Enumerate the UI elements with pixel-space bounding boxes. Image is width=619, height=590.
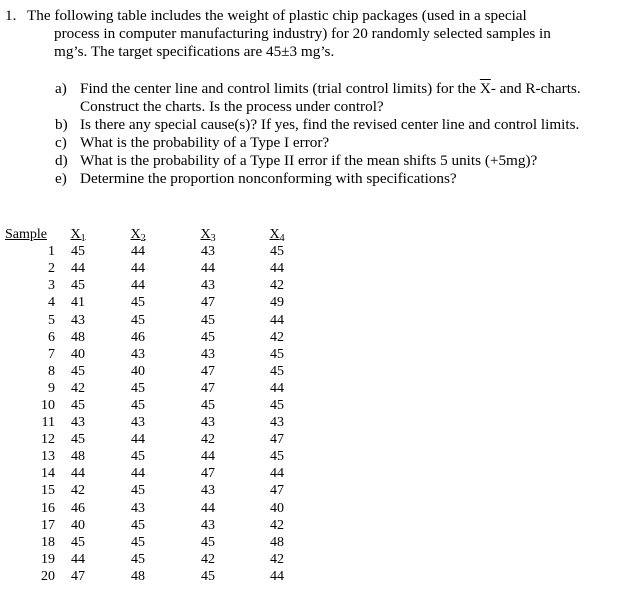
table-row (5, 346, 313, 363)
question-e-label: e) (55, 170, 67, 187)
cell-x3: 44 (201, 261, 215, 277)
cell-sample: 15 (41, 483, 55, 499)
question-b-text: Is there any special cause(s)? If yes, find the revised center line and control limits. (80, 116, 580, 133)
table-row (5, 311, 313, 328)
header-sample: Sample (5, 227, 47, 243)
cell-x4: 42 (270, 551, 284, 567)
cell-x3: 43 (201, 483, 215, 499)
question-a-line-2: Construct the charts. Is the process under control? (80, 98, 384, 115)
table-row (5, 260, 313, 277)
question-c-text: What is the probability of a Type I error? (80, 134, 330, 151)
cell-x1: 45 (71, 534, 85, 550)
cell-sample: 7 (48, 346, 55, 362)
cell-x2: 43 (131, 500, 145, 516)
header-x1-letter: X (70, 227, 81, 243)
cell-sample: 1 (48, 244, 55, 260)
cell-x1: 44 (71, 261, 85, 277)
cell-x4: 44 (270, 380, 284, 396)
cell-x3: 45 (201, 397, 215, 413)
problem-number: 1. (5, 7, 17, 24)
cell-x1: 45 (71, 244, 85, 260)
table-row (5, 517, 313, 534)
cell-x4: 43 (270, 415, 284, 431)
table-row (5, 243, 313, 260)
cell-x3: 45 (201, 329, 215, 345)
question-a-text-post: - and R-charts. (490, 80, 581, 97)
cell-x4: 44 (270, 568, 284, 584)
cell-sample: 16 (41, 500, 55, 516)
cell-sample: 6 (48, 329, 55, 345)
cell-x2: 45 (131, 397, 145, 413)
cell-x4: 49 (270, 295, 284, 311)
question-d-text: What is the probability of a Type II error if the mean shifts 5 units (+5mg)? (80, 152, 538, 169)
table-row (5, 534, 313, 551)
question-a-text-pre: Find the center line and control limits (trial control limits) for the (80, 80, 480, 97)
cell-x2: 44 (131, 466, 145, 482)
cell-x3: 45 (201, 568, 215, 584)
header-x2-sub: 2 (140, 233, 146, 245)
cell-x4: 45 (270, 363, 284, 379)
table-row (5, 329, 313, 346)
cell-x2: 45 (131, 483, 145, 499)
table-row (5, 500, 313, 517)
cell-sample: 17 (41, 517, 55, 533)
header-x3 (175, 226, 241, 243)
table-row (5, 397, 313, 414)
cell-x2: 45 (131, 449, 145, 465)
cell-x4: 47 (270, 483, 284, 499)
cell-x1: 43 (71, 312, 85, 328)
cell-x2: 46 (131, 329, 145, 345)
cell-x4: 44 (270, 261, 284, 277)
intro-line-3: mg’s. The target specifications are 45±3 mg’s. (54, 43, 335, 60)
cell-x2: 45 (131, 551, 145, 567)
table-row (5, 482, 313, 499)
cell-x1: 44 (71, 551, 85, 567)
cell-x2: 43 (131, 346, 145, 362)
header-x2-letter: X (130, 227, 141, 243)
cell-x3: 45 (201, 534, 215, 550)
header-x4 (241, 226, 313, 243)
intro-line-1: The following table includes the weight of plastic chip packages (used in a special (27, 7, 527, 24)
cell-sample: 2 (48, 261, 55, 277)
cell-x2: 44 (131, 278, 145, 294)
question-d-label: d) (55, 152, 68, 169)
cell-x3: 43 (201, 278, 215, 294)
cell-x3: 45 (201, 312, 215, 328)
cell-x3: 44 (201, 500, 215, 516)
cell-x3: 47 (201, 380, 215, 396)
cell-x3: 42 (201, 551, 215, 567)
cell-x4: 44 (270, 466, 284, 482)
cell-x2: 40 (131, 363, 145, 379)
header-x4-sub: 4 (279, 233, 285, 245)
cell-x3: 42 (201, 432, 215, 448)
table-row (5, 294, 313, 311)
cell-sample: 13 (41, 449, 55, 465)
cell-sample: 4 (48, 295, 55, 311)
cell-sample: 18 (41, 534, 55, 550)
cell-x3: 43 (201, 517, 215, 533)
cell-x4: 45 (270, 346, 284, 362)
cell-sample: 3 (48, 278, 55, 294)
cell-sample: 19 (41, 551, 55, 567)
cell-sample: 14 (41, 466, 55, 482)
cell-x1: 46 (71, 500, 85, 516)
cell-x2: 43 (131, 415, 145, 431)
xbar-symbol: $\overline{X}$ (479, 80, 491, 97)
question-c-label: c) (55, 134, 67, 151)
cell-x1: 45 (71, 278, 85, 294)
cell-x4: 48 (270, 534, 284, 550)
table-row (5, 431, 313, 448)
cell-x2: 44 (131, 244, 145, 260)
cell-sample: 11 (41, 415, 55, 431)
cell-sample: 10 (41, 397, 55, 413)
table-row (5, 465, 313, 482)
table-row (5, 363, 313, 380)
header-x2 (101, 226, 175, 243)
cell-x2: 45 (131, 312, 145, 328)
table-body (5, 243, 313, 585)
cell-x4: 42 (270, 329, 284, 345)
cell-x4: 40 (270, 500, 284, 516)
question-a-label: a) (55, 80, 67, 97)
cell-x3: 43 (201, 346, 215, 362)
table-row (5, 380, 313, 397)
sample-data-table (5, 226, 313, 585)
question-e-text: Determine the proportion nonconforming with specifications? (80, 170, 457, 187)
cell-x1: 47 (71, 568, 85, 584)
header-x3-letter: X (200, 227, 211, 243)
table-row (5, 277, 313, 294)
cell-x4: 44 (270, 312, 284, 328)
header-x4-letter: X (269, 227, 280, 243)
cell-x4: 45 (270, 244, 284, 260)
cell-x2: 45 (131, 380, 145, 396)
cell-x1: 42 (71, 380, 85, 396)
cell-x2: 48 (131, 568, 145, 584)
cell-x3: 44 (201, 449, 215, 465)
table-row (5, 414, 313, 431)
cell-x1: 40 (71, 346, 85, 362)
cell-x1: 45 (71, 363, 85, 379)
cell-x4: 42 (270, 278, 284, 294)
cell-x1: 45 (71, 432, 85, 448)
cell-x4: 42 (270, 517, 284, 533)
cell-x1: 40 (71, 517, 85, 533)
cell-x3: 47 (201, 295, 215, 311)
cell-x2: 45 (131, 295, 145, 311)
table-header-row (5, 226, 313, 243)
cell-x1: 41 (71, 295, 85, 311)
cell-x2: 45 (131, 534, 145, 550)
question-b-label: b) (55, 116, 68, 133)
cell-sample: 8 (48, 363, 55, 379)
table-row (5, 448, 313, 465)
cell-x3: 43 (201, 244, 215, 260)
cell-x2: 45 (131, 517, 145, 533)
table-row (5, 551, 313, 568)
cell-x3: 47 (201, 363, 215, 379)
cell-sample: 20 (41, 568, 55, 584)
cell-x1: 48 (71, 329, 85, 345)
table-row (5, 568, 313, 585)
cell-x3: 47 (201, 466, 215, 482)
cell-sample: 5 (48, 312, 55, 328)
header-x1 (55, 226, 101, 243)
cell-sample: 9 (48, 380, 55, 396)
cell-x1: 48 (71, 449, 85, 465)
cell-x4: 45 (270, 397, 284, 413)
cell-x4: 45 (270, 449, 284, 465)
intro-line-2: process in computer manufacturing industry) for 20 randomly selected samples in (54, 25, 551, 42)
cell-x2: 44 (131, 261, 145, 277)
cell-sample: 12 (41, 432, 55, 448)
cell-x1: 45 (71, 397, 85, 413)
cell-x2: 44 (131, 432, 145, 448)
cell-x4: 47 (270, 432, 284, 448)
cell-x3: 43 (201, 415, 215, 431)
question-a-line-1 (80, 80, 581, 98)
cell-x1: 44 (71, 466, 85, 482)
header-x3-sub: 3 (210, 233, 216, 245)
cell-x1: 42 (71, 483, 85, 499)
cell-x1: 43 (71, 415, 85, 431)
header-x1-sub: 1 (80, 233, 86, 245)
